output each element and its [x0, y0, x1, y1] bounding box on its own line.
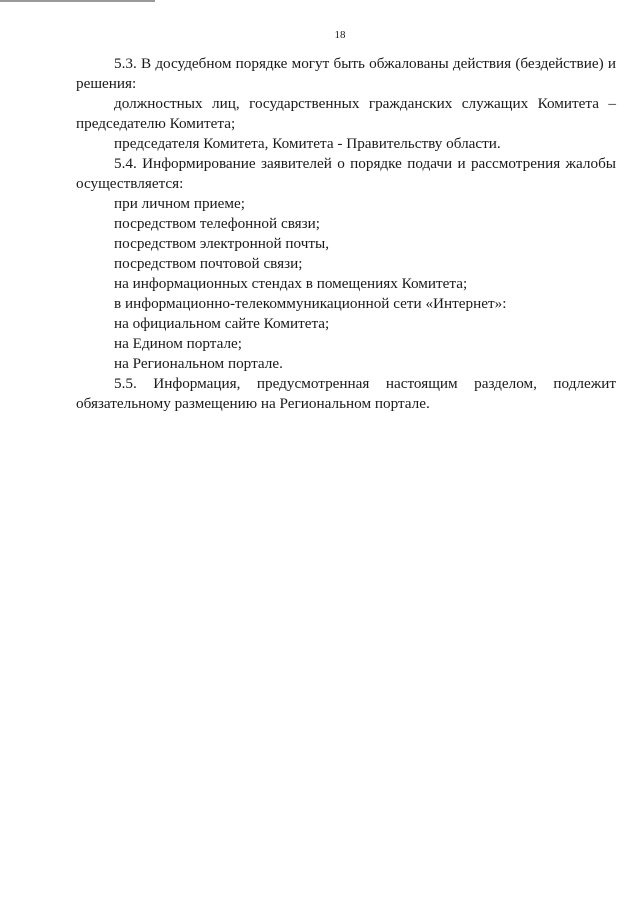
document-body [76, 54, 616, 414]
list-item-info-stands: на информационных стендах в помещениях Комитета; [114, 275, 468, 292]
list-item-official-site: на официальном сайте Комитета; [114, 315, 330, 332]
scan-edge-line [0, 0, 155, 2]
list-item-unified-portal: на Едином портале; [114, 335, 242, 352]
paragraph-chairman: председателя Комитета, Комитета - Правительству области. [114, 135, 501, 152]
list-item-internet: в информационно-телекоммуникационной сети «Интернет»: [114, 295, 507, 312]
page-number: 18 [334, 29, 346, 41]
paragraph-officials: должностных лиц, государственных гражданских служащих Комитета – председателю Комитета; [76, 95, 616, 132]
list-item-personal-reception: при личном приеме; [114, 195, 245, 212]
paragraph-5-3: 5.3. В досудебном порядке могут быть обжалованы действия (бездействие) и решения: [76, 55, 616, 92]
list-item-regional-portal: на Региональном портале. [114, 355, 283, 372]
paragraph-5-5: 5.5. Информация, предусмотренная настоящим разделом, подлежит обязательному размещению на Региональном портале. [76, 375, 616, 412]
list-item-postal: посредством почтовой связи; [114, 255, 303, 272]
list-item-telephone: посредством телефонной связи; [114, 215, 320, 232]
paragraph-5-4: 5.4. Информирование заявителей о порядке подачи и рассмотрения жалобы осуществляется: [76, 155, 616, 192]
list-item-email: посредством электронной почты, [114, 235, 329, 252]
